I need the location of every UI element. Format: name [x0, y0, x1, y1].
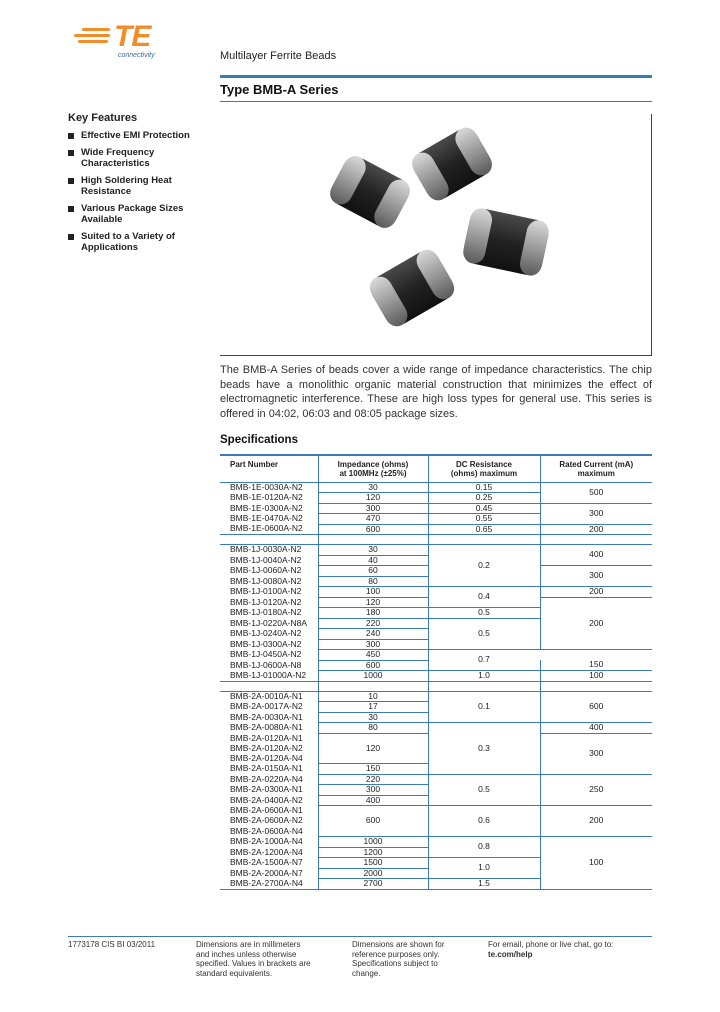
impedance-cell: 600	[318, 524, 428, 535]
impedance-cell: 240	[318, 629, 428, 640]
part-cell: BMB-1E-0300A-N2	[230, 503, 303, 513]
te-logo	[72, 20, 172, 62]
dc-cell: 0.3	[428, 723, 540, 775]
bead-right	[461, 206, 551, 277]
part-cell: BMB-2A-2000A-N7	[230, 868, 303, 878]
part-cell: BMB-2A-0600A-N4	[230, 826, 303, 836]
table-row	[220, 837, 652, 848]
part-cell: BMB-2A-0300A-N1	[230, 784, 303, 795]
table-row	[220, 503, 652, 514]
table-row	[220, 650, 652, 661]
feature-item: High Soldering Heat Resistance	[68, 175, 208, 198]
part-cell: BMB-2A-0010A-N1	[230, 691, 303, 702]
dc-cell: 0.7	[428, 650, 540, 671]
table-row	[220, 806, 652, 816]
footer-contact	[488, 940, 658, 959]
logo-mark: TE	[114, 20, 151, 53]
footer-rule	[68, 936, 652, 937]
part-cell: BMB-1J-0120A-N2	[230, 597, 302, 607]
help-link[interactable]: te.com/help	[488, 949, 533, 959]
bead-left	[326, 152, 414, 232]
key-features-title: Key Features	[68, 112, 138, 124]
current-cell: 200	[540, 597, 652, 650]
part-cell: BMB-2A-0017A-N2	[230, 701, 303, 712]
footer-doc-number: 1773178 CIS BI 03/2011	[68, 940, 156, 949]
part-cell: BMB-2A-0030A-N1	[230, 712, 303, 722]
header-dc-resistance: DC Resistance (ohms) maximum	[428, 455, 540, 482]
part-cell: BMB-1E-0470A-N2	[230, 513, 303, 523]
impedance-cell: 120	[318, 597, 428, 608]
dc-cell: 0.25	[428, 493, 540, 504]
table-spacer-row	[220, 681, 652, 691]
impedance-cell: 220	[318, 618, 428, 629]
impedance-cell: 30	[318, 545, 428, 556]
impedance-cell: 80	[318, 723, 428, 734]
part-cell: BMB-1J-0600A-N8	[230, 660, 302, 670]
part-cell: BMB-1J-0060A-N2	[230, 565, 302, 576]
feature-item: Wide Frequency Characteristics	[68, 147, 208, 170]
part-cell: BMB-1J-0220A-N8A	[230, 618, 308, 628]
part-cell: BMB-2A-0220A-N4	[230, 774, 303, 784]
dc-cell: 0.5	[428, 618, 540, 650]
part-cell: BMB-1J-0300A-N2	[230, 639, 302, 649]
part-cell: BMB-2A-1500A-N7	[230, 857, 303, 867]
dc-cell: 1.0	[428, 858, 540, 879]
part-cell: BMB-2A-1200A-N4	[230, 847, 303, 857]
dc-cell: 0.1	[428, 691, 540, 723]
specifications-table	[220, 454, 652, 890]
specifications-title: Specifications	[220, 434, 298, 446]
impedance-cell: 600	[318, 660, 428, 671]
impedance-cell: 2000	[318, 868, 428, 879]
impedance-cell: 450	[318, 650, 428, 661]
impedance-cell: 100	[318, 587, 428, 598]
current-cell: 200	[540, 806, 652, 837]
top-rule	[220, 75, 652, 78]
part-cell: BMB-1J-0040A-N2	[230, 555, 302, 565]
impedance-cell: 60	[318, 566, 428, 577]
part-cell: BMB-2A-0080A-N1	[230, 722, 303, 733]
current-cell: 150	[540, 660, 652, 671]
dc-cell: 0.15	[428, 482, 540, 493]
table-row	[220, 774, 652, 785]
part-cell: BMB-1E-0600A-N2	[220, 524, 318, 535]
table-spacer-row	[220, 535, 652, 545]
table-row	[220, 587, 652, 598]
current-cell: 200	[540, 524, 652, 535]
table-header-row	[220, 455, 652, 482]
product-photo	[220, 114, 652, 356]
logo-stripes	[72, 28, 112, 46]
part-cell: BMB-1J-01000A-N2	[220, 671, 318, 682]
table-row	[220, 545, 652, 556]
part-cell: BMB-1J-0240A-N2	[230, 628, 302, 639]
feature-item: Various Package Sizes Available	[68, 203, 208, 226]
feature-item: Suited to a Variety of Applications	[68, 231, 208, 254]
part-cell: BMB-2A-0600A-N2	[230, 816, 303, 826]
dc-cell: 0.8	[428, 837, 540, 858]
table-row	[220, 723, 652, 734]
impedance-cell: 180	[318, 608, 428, 619]
impedance-cell: 30	[318, 482, 428, 493]
dc-cell: 0.5	[428, 608, 540, 619]
title-rule	[220, 101, 652, 102]
current-cell: 400	[540, 723, 652, 734]
bead-top	[408, 123, 496, 204]
dc-cell: 0.6	[428, 806, 540, 837]
part-cell: BMB-2A-0120A-N4	[230, 753, 303, 764]
logo-tagline: connectivity	[118, 52, 155, 59]
part-cell: BMB-2A-0150A-N1	[230, 763, 303, 774]
current-cell: 600	[540, 691, 652, 723]
impedance-cell: 1200	[318, 847, 428, 858]
dc-cell: 0.55	[428, 514, 540, 525]
dc-cell: 0.2	[428, 545, 540, 587]
bead-bottom	[366, 246, 459, 331]
header-part-number: Part Number	[220, 455, 318, 482]
impedance-cell: 600	[318, 806, 428, 837]
current-cell: 100	[540, 837, 652, 890]
impedance-cell: 2700	[318, 879, 428, 890]
impedance-cell: 17	[318, 702, 428, 713]
dc-cell: 0.5	[428, 774, 540, 806]
impedance-cell: 40	[318, 555, 428, 566]
current-cell: 100	[540, 671, 652, 682]
series-title: Type BMB-A Series	[220, 82, 339, 97]
current-cell: 300	[540, 566, 652, 587]
current-cell: 300	[540, 503, 652, 524]
impedance-cell: 10	[318, 691, 428, 702]
impedance-cell: 300	[318, 785, 428, 796]
header-title: Multilayer Ferrite Beads	[220, 50, 337, 62]
dc-cell: 0.65	[428, 524, 540, 535]
dc-cell: 1.0	[428, 671, 540, 682]
footer-dimensions-note: Dimensions are in millimeters and inches unless otherwise specified. Values in brackets are standard equivalents.	[196, 940, 311, 978]
impedance-cell: 400	[318, 795, 428, 806]
part-cell: BMB-1J-0180A-N2	[230, 607, 302, 618]
current-cell: 300	[540, 733, 652, 774]
impedance-cell: 470	[318, 514, 428, 525]
dc-cell: 0.4	[428, 587, 540, 608]
table-row	[220, 524, 652, 535]
header-rated-current: Rated Current (mA) maximum	[540, 455, 652, 482]
impedance-cell: 1000	[318, 837, 428, 848]
current-cell: 500	[540, 482, 652, 503]
impedance-cell: 120	[318, 733, 428, 764]
part-cell: BMB-1J-0030A-N2	[230, 544, 302, 555]
part-cell: BMB-1J-0080A-N2	[230, 576, 302, 586]
part-cell: BMB-1E-0120A-N2	[230, 492, 303, 502]
impedance-cell: 1500	[318, 858, 428, 869]
impedance-cell: 220	[318, 774, 428, 785]
part-cell: BMB-1J-0450A-N2	[230, 649, 302, 660]
current-cell: 250	[540, 774, 652, 806]
table-row	[220, 691, 652, 702]
key-features-list	[68, 130, 208, 259]
part-cell: BMB-2A-0400A-N2	[230, 795, 303, 805]
dc-cell: 1.5	[428, 879, 540, 890]
dc-cell: 0.45	[428, 503, 540, 514]
impedance-cell: 30	[318, 712, 428, 723]
part-cell: BMB-2A-2700A-N4	[220, 879, 318, 890]
impedance-cell: 300	[318, 639, 428, 650]
part-cell: BMB-2A-0600A-N1	[230, 805, 303, 816]
part-cell: BMB-1E-0030A-N2	[230, 482, 303, 492]
part-cell: BMB-2A-1000A-N4	[230, 836, 303, 846]
part-cell: BMB-2A-0120A-N1	[230, 733, 303, 743]
impedance-cell: 300	[318, 503, 428, 514]
current-cell: 400	[540, 545, 652, 566]
table-row	[220, 671, 652, 682]
footer-reference-note: Dimensions are shown for reference purposes only. Specifications subject to change.	[352, 940, 445, 978]
feature-item: Effective EMI Protection	[68, 130, 208, 142]
table-row	[220, 482, 652, 493]
part-cell: BMB-1J-0100A-N2	[230, 586, 302, 597]
impedance-cell: 120	[318, 493, 428, 504]
current-cell: 200	[540, 587, 652, 598]
footer-contact-text: For email, phone or live chat, go to:	[488, 940, 614, 949]
impedance-cell: 1000	[318, 671, 428, 682]
impedance-cell: 80	[318, 576, 428, 587]
header-impedance: Impedance (ohms) at 100MHz (±25%)	[318, 455, 428, 482]
impedance-cell: 150	[318, 764, 428, 775]
ferrite-bead-illustration	[220, 114, 652, 356]
series-description: The BMB-A Series of beads cover a wide range of impedance characteristics. The chip beads have a monolithic organic material construction that minimizes the effect of electromagnetic interference. These are high loss types for general use. This series is offered in 04:02, 06:03 and 08:05 package sizes.	[220, 364, 652, 420]
part-cell: BMB-2A-0120A-N2	[230, 743, 303, 753]
